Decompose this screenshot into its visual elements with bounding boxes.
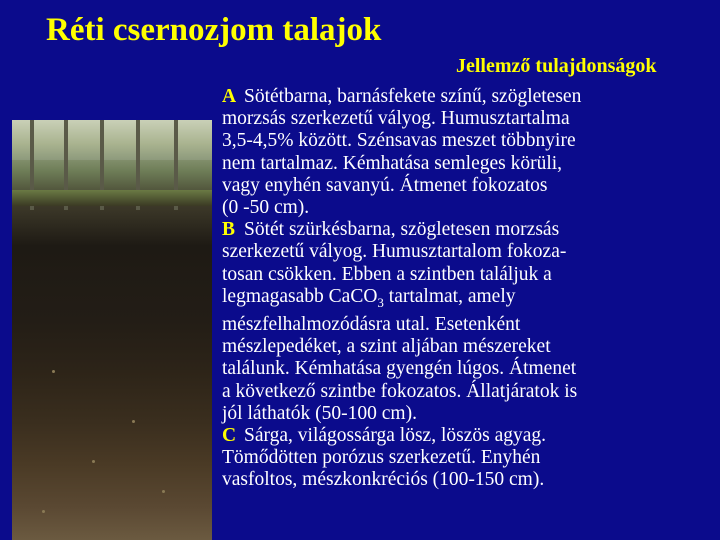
text-line: Tömődötten porózus szerkezetű. Enyhén [222, 447, 541, 469]
text-line: mészlepedéket, a szint aljában mészereket [222, 336, 551, 358]
horizon-c [222, 425, 718, 492]
soil-profile-photo [12, 120, 212, 540]
text-line: szerkezetű vályog. Humusztartalom fokoza- [222, 241, 567, 263]
caco3-tail: tartalmat, amely [383, 285, 516, 307]
text-line [222, 285, 718, 314]
text-line: a következő szintbe fokozatos. Állatjáratok is [222, 380, 578, 402]
slide-subtitle: Jellemző tulajdonságok [456, 55, 657, 77]
text-line: találunk. Kémhatása gyengén lúgos. Átmenet [222, 358, 577, 380]
caco3-text: legmagasabb CaCO [222, 285, 378, 307]
horizon-letter: B [222, 219, 236, 241]
soil-speck [92, 460, 95, 463]
text-line: jól láthatók (50-100 cm). [222, 402, 417, 424]
text-line: vasfoltos, mészkonkréciós (100-150 cm). [222, 469, 545, 491]
soil-speck [132, 420, 135, 423]
soil-speck [52, 370, 55, 373]
text-line: (0 -50 cm). [222, 197, 310, 219]
text-line: tosan csökken. Ebben a szintben találjuk a [222, 263, 552, 285]
horizon-descriptions [222, 86, 718, 492]
text-line: Sötét szürkésbarna, szögletesen morzsás [244, 219, 560, 241]
text-line: vagy enyhén savanyú. Átmenet fokozatos [222, 174, 548, 196]
text-line: nem tartalmaz. Kémhatása semleges körüli, [222, 152, 563, 174]
text-line: Sötétbarna, barnásfekete színű, szögletesen [244, 86, 582, 107]
soil-speck [162, 490, 165, 493]
text-line: morzsás szerkezetű vályog. Humusztartalma [222, 108, 570, 130]
forest-canopy [12, 120, 212, 160]
text-line: Sárga, világossárga lösz, löszös agyag. [244, 424, 547, 446]
horizon-b [222, 219, 718, 425]
soil-speck [42, 510, 45, 513]
text-line: 3,5-4,5% között. Szénsavas meszet többnyire [222, 130, 576, 152]
grass-layer [12, 190, 212, 206]
slide-title: Réti csernozjom talajok [46, 12, 382, 48]
text-line: mészfelhalmozódásra utal. Esetenként [222, 313, 521, 335]
horizon-letter: A [222, 86, 237, 107]
horizon-letter: C [222, 424, 237, 446]
horizon-a [222, 86, 718, 219]
caco3-subscript: 3 [377, 294, 384, 310]
